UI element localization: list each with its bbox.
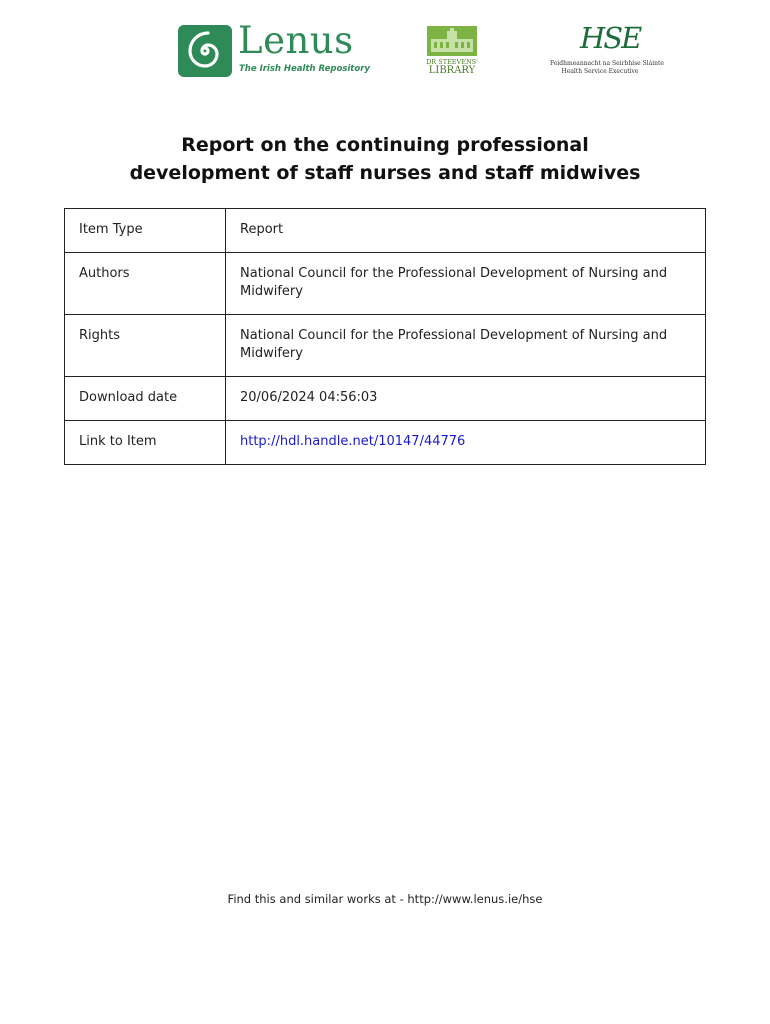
table-row <box>65 377 706 421</box>
table-row <box>65 421 706 465</box>
lenus-tagline: The Irish Health Repository <box>239 64 370 74</box>
document-title <box>85 131 685 187</box>
logo-header <box>0 20 770 80</box>
steevens-line2: LIBRARY <box>428 65 476 76</box>
item-type-value: Report <box>226 209 706 253</box>
footer-note: Find this and similar works at - http://www.lenus.ie/hse <box>227 892 543 906</box>
hse-wordmark: HSE <box>580 21 641 55</box>
handle-link[interactable]: http://hdl.handle.net/10147/44776 <box>240 434 466 449</box>
metadata-table <box>64 208 706 465</box>
title-line-1: Report on the continuing professional <box>181 134 589 156</box>
lenus-logo <box>178 19 370 78</box>
steevens-library-logo <box>425 25 479 80</box>
authors-value: National Council for the Professional Development of Nursing and Midwifery <box>226 253 706 315</box>
table-row <box>65 253 706 315</box>
rights-value: National Council for the Professional Development of Nursing and Midwifery <box>226 315 706 377</box>
lenus-wordmark: Lenus <box>238 19 354 62</box>
table-row <box>65 209 706 253</box>
authors-label: Authors <box>65 253 226 315</box>
item-type-label: Item Type <box>65 209 226 253</box>
table-row <box>65 315 706 377</box>
link-label: Link to Item <box>65 421 226 465</box>
rights-label: Rights <box>65 315 226 377</box>
hse-logo <box>550 21 664 80</box>
hse-english-name: Health Service Executive <box>561 68 639 75</box>
hse-irish-name: Feidhmeannacht na Seirbhíse Sláinte <box>550 60 664 67</box>
download-date-value: 20/06/2024 04:56:03 <box>226 377 706 421</box>
lenus-spiral-icon <box>178 25 232 77</box>
download-date-label: Download date <box>65 377 226 421</box>
library-building-icon <box>425 25 479 57</box>
steevens-line1: DR STEEVENS' <box>426 58 478 66</box>
link-cell <box>226 421 706 465</box>
title-line-2: development of staff nurses and staff midwives <box>129 162 641 184</box>
